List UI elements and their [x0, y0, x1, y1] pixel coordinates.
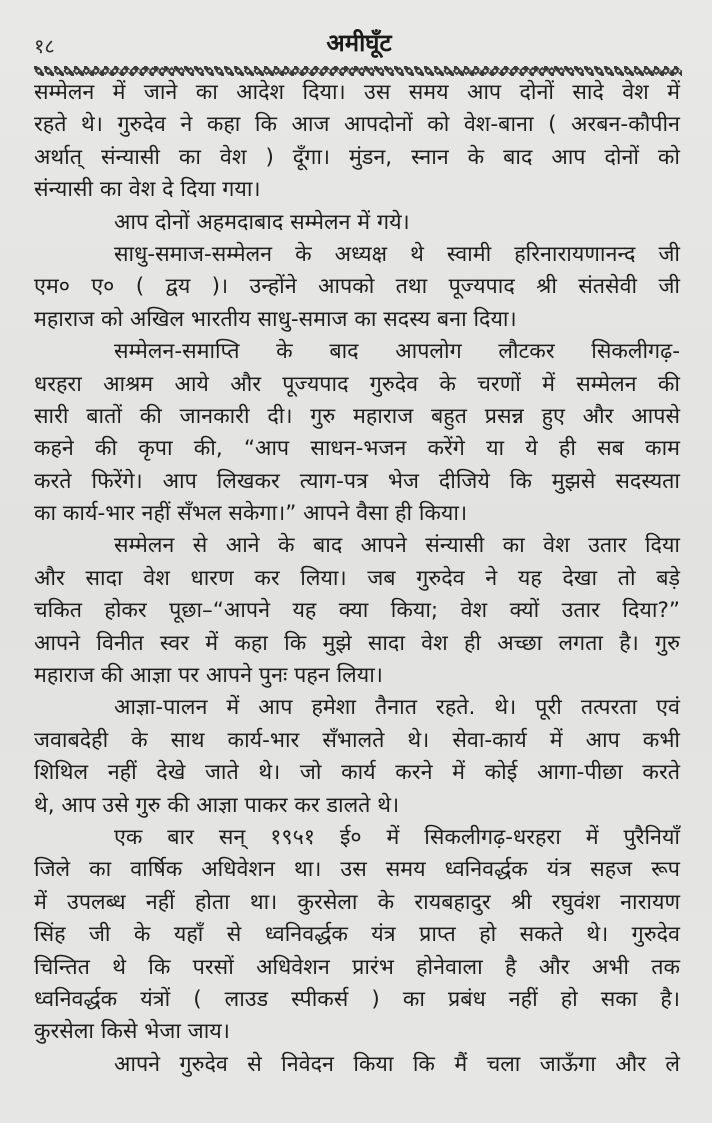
text-line: चिन्तित थे कि परसों अधिवेशन प्रारंभ होनेवाला है और अभी तक	[34, 954, 680, 980]
text-line: रहते थे। गुरुदेव ने कहा कि आज आपदोनों को वेश-बाना ( अरबन-कौपीन	[34, 112, 680, 138]
text-line: सिंह जी के यहाँ से ध्वनिवर्द्धक यंत्र प्राप्त हो सकते थे। गुरुदेव	[34, 922, 680, 948]
body-text	[34, 77, 680, 1081]
running-title: अमीघूँट	[326, 29, 392, 57]
text-line: महाराज की आज्ञा पर आपने पुनः पहन लिया।	[34, 663, 383, 689]
text-line: धरहरा आश्रम आये और पूज्यपाद गुरुदेव के चरणों में सम्मेलन की	[34, 371, 680, 397]
text-line: कहने की कृपा की, “आप साधन-भजन करेंगे या ये ही सब काम	[34, 436, 680, 462]
text-line: सम्मेलन से आने के बाद आपने संन्यासी का वेश उतार दिया	[114, 533, 680, 559]
text-line: आपने गुरुदेव से निवेदन किया कि मैं चला जाऊँगा और ले	[114, 1051, 680, 1077]
text-line: आपने विनीत स्वर में कहा कि मुझे सादा वेश ही अच्छा लगता है। गुरु	[34, 630, 680, 656]
text-line: कुरसेला किसे भेजा जाय।	[34, 1019, 230, 1045]
page-header	[34, 24, 684, 82]
text-line: ध्वनिवर्द्धक यंत्रों ( लाउड स्पीकर्स ) का प्रबंध नहीं हो सका है।	[34, 986, 680, 1012]
text-line: थे, आप उसे गुरु की आज्ञा पाकर कर डालते थे।	[34, 792, 400, 818]
text-line: और सादा वेश धारण कर लिया। जब गुरुदेव ने यह देखा तो बड़े	[34, 565, 680, 591]
text-line: एम० ए० ( द्वय )। उन्होंने आपको तथा पूज्यपाद श्री संतसेवी जी	[34, 274, 680, 300]
ornamental-rule-divider	[34, 66, 682, 76]
text-line: जिले का वार्षिक अधिवेशन था। उस समय ध्वनिवर्द्धक यंत्र सहज रूप	[34, 857, 680, 883]
text-line: साधु-समाज-सम्मेलन के अध्यक्ष थे स्वामी हरिनारायणानन्द जी	[114, 241, 680, 267]
text-line: महाराज को अखिल भारतीय साधु-समाज का सदस्य बना दिया।	[34, 306, 517, 332]
page-number: १८	[34, 34, 55, 58]
text-line: जवाबदेही के साथ कार्य-भार सँभालते थे। सेवा-कार्य में आप कभी	[34, 727, 680, 753]
text-line: सम्मेलन-समाप्ति के बाद आपलोग लौटकर सिकलीगढ़-	[114, 339, 680, 365]
text-line: करते फिरेंगे। आप लिखकर त्याग-पत्र भेज दीजिये कि मुझसे सदस्यता	[34, 468, 680, 494]
text-line: सारी बातों की जानकारी दी। गुरु महाराज बहुत प्रसन्न हुए और आपसे	[34, 403, 680, 429]
text-line: शिथिल नहीं देखे जाते थे। जो कार्य करने में कोई आगा-पीछा करते	[34, 760, 680, 786]
text-line: सम्मेलन में जाने का आदेश दिया। उस समय आप दोनों सादे वेश में	[34, 80, 680, 105]
text-line: संन्यासी का वेश दे दिया गया।	[34, 177, 261, 203]
text-line: का कार्य-भार नहीं सँभल सकेगा।” आपने वैसा ही किया।	[34, 501, 468, 527]
text-line: एक बार सन् १९५१ ई० में सिकलीगढ़-धरहरा में पुरैनियाँ	[114, 824, 680, 850]
text-line: में उपलब्ध नहीं होता था। कुरसेला के रायबहादुर श्री रघुवंश नारायण	[34, 889, 680, 915]
text-line: आज्ञा-पालन में आप हमेशा तैनात रहते. थे। पूरी तत्परता एवं	[114, 695, 680, 721]
text-line: अर्थात् संन्यासी का वेश ) दूँगा। मुंडन, स्नान के बाद आप दोनों को	[34, 144, 680, 170]
text-line: चकित होकर पूछा–“आपने यह क्या किया; वेश क्यों उतार दिया?”	[34, 598, 680, 624]
text-line: आप दोनों अहमदाबाद सम्मेलन में गये।	[114, 209, 410, 235]
